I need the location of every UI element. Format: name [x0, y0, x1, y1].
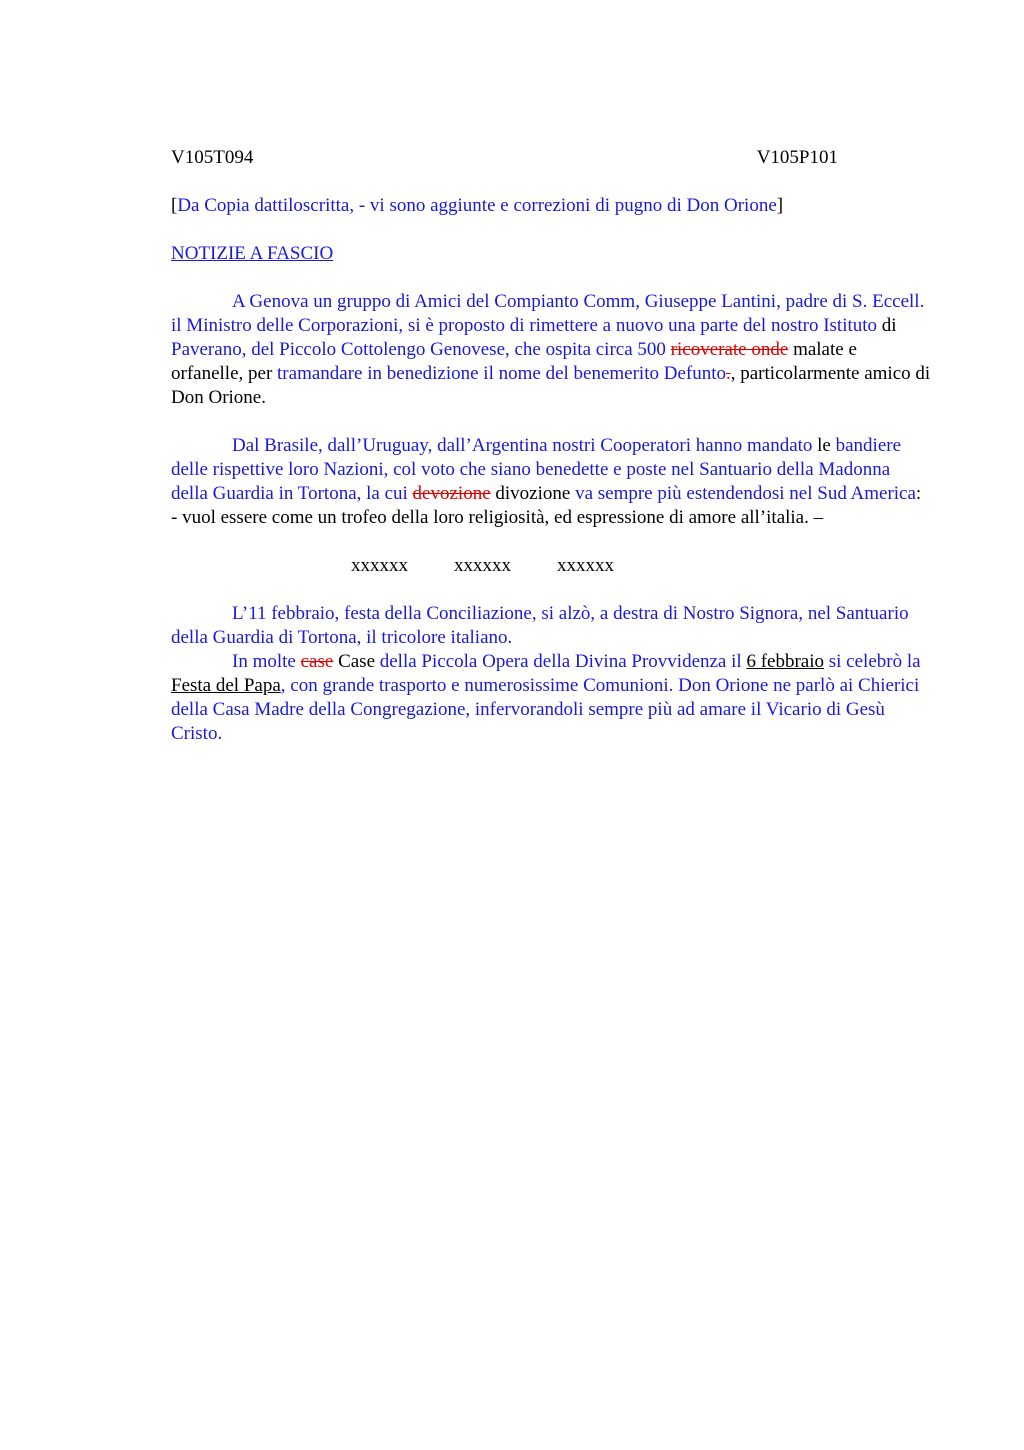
paragraph-genova	[171, 290, 931, 410]
p2-seg2: le	[812, 435, 836, 456]
section-title	[171, 242, 931, 266]
bracket-close: ]	[776, 195, 784, 216]
p1-seg5: malate e orfanelle, per	[171, 339, 857, 384]
p1-seg6: tramandare in benedizione il nome del benemerito Defunto	[277, 363, 726, 384]
page-header	[171, 146, 838, 170]
p2-seg5: divozione	[490, 483, 576, 504]
header-left-code: V105T094	[171, 147, 254, 168]
paragraph-conciliazione	[171, 602, 931, 650]
header-right-code: V105P101	[756, 147, 838, 168]
p2-struck-1: devozione	[412, 483, 491, 504]
paragraph-festa-papa	[171, 650, 931, 746]
p3-seg1: L’11 febbraio, festa della Conciliazione, si alzò, a destra di Nostro Signora, nel Santuario della Guardia di Tortona, il tricolore italiano.	[171, 603, 909, 648]
source-note	[171, 194, 931, 218]
p1-seg8: , particolarmente amico di Don Orione.	[171, 363, 931, 408]
p4-seg4: della Piccola Opera della Divina Provvidenza il	[379, 651, 747, 672]
p2-seg7: : - vuol essere come un trofeo della loro religiosità, ed espressione di amore all’italia. –	[171, 483, 922, 528]
p1-seg2: di	[877, 315, 897, 336]
p4-struck-1: case	[300, 651, 334, 672]
p4-underlined-festa: Festa del Papa	[171, 675, 281, 696]
separator-mark: xxxxxx	[454, 555, 511, 576]
p1-seg3: Paverano, del Piccolo Cottolengo Genovese, che ospita circa 500	[171, 339, 671, 360]
p1-struck-1: ricoverate onde	[670, 339, 789, 360]
p2-seg1: Dal Brasile, dall’Uruguay, dall’Argentina nostri Cooperatori hanno mandato	[232, 435, 813, 456]
separator-mark: xxxxxx	[351, 555, 408, 576]
p4-underlined-date: 6 febbraio	[746, 651, 824, 672]
p4-seg6: si celebrò la	[824, 651, 921, 672]
separator-line	[351, 554, 931, 578]
p1-struck-2: .	[726, 363, 731, 384]
p4-seg8: , con grande trasporto e numerosissime Comunioni. Don Orione ne parlò ai Chierici della Casa Madre della Congregazione, infervorandoli sempre più ad amare il Vicario di Gesù Cristo.	[171, 675, 920, 744]
p4-seg3: Case	[333, 651, 380, 672]
p2-seg6: va sempre più estendendosi nel Sud America	[575, 483, 916, 504]
p1-seg1: A Genova un gruppo di Amici del Compianto Comm, Giuseppe Lantini, padre di S. Eccell. il Ministro delle Corporazioni, si è proposto di rimettere a nuovo una parte del nostro Istituto	[171, 291, 925, 336]
p2-seg3: bandiere delle rispettive loro Nazioni, col voto che siano benedette e poste nel Santuario della Madonna della Guardia in Tortona, la cui	[171, 435, 902, 504]
document-content	[171, 146, 931, 746]
separator-mark: xxxxxx	[557, 555, 614, 576]
paragraph-brasile	[171, 434, 931, 530]
source-note-text: Da Copia dattiloscritta, - vi sono aggiunte e correzioni di pugno di Don Orione	[177, 195, 777, 216]
section-title-text: NOTIZIE A FASCIO	[171, 243, 334, 264]
p4-seg1: In molte	[232, 651, 301, 672]
bracket-open: [	[171, 195, 178, 216]
